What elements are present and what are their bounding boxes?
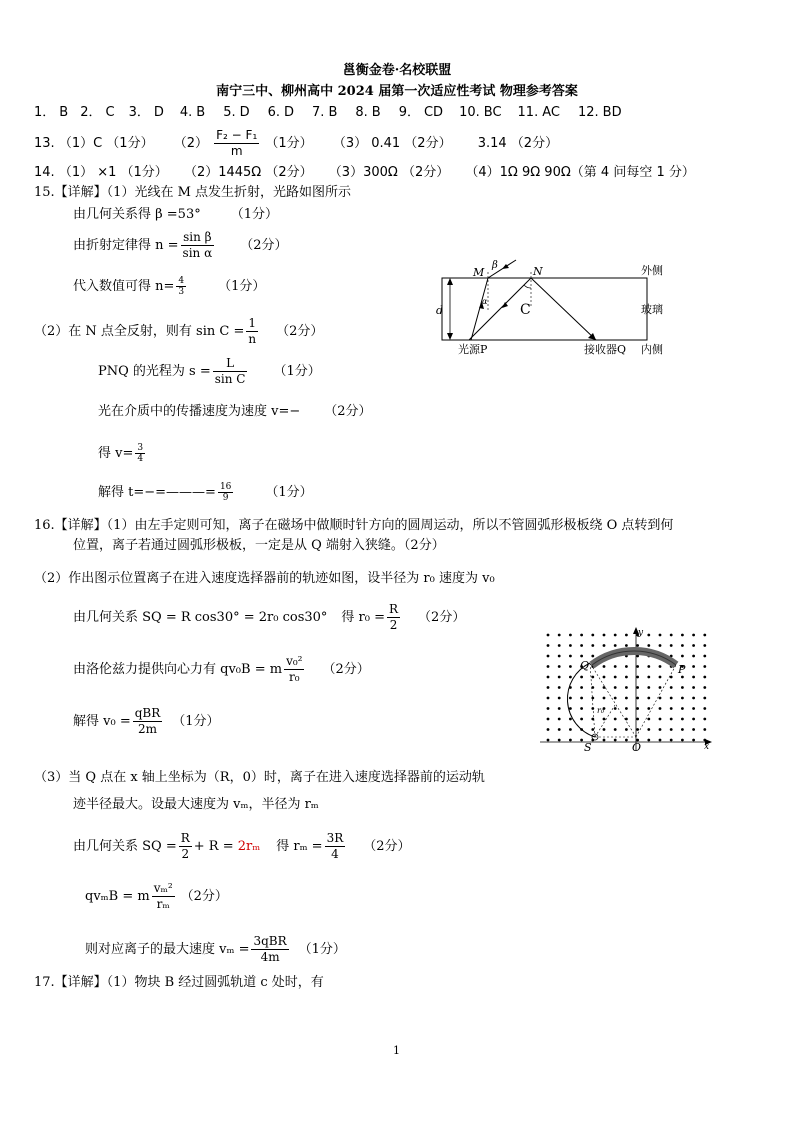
field-dot <box>659 707 662 710</box>
field-dot <box>547 707 550 710</box>
field-dot <box>569 644 572 647</box>
field-dot <box>614 728 617 731</box>
field-dot <box>625 686 628 689</box>
field-dot <box>558 655 561 658</box>
field-dot <box>703 634 706 637</box>
field-dot <box>636 686 639 689</box>
field-dot <box>647 644 650 647</box>
q13-p3: （3） 0.41 （2分） <box>332 136 452 151</box>
field-dot <box>558 697 561 700</box>
field-dot <box>614 718 617 721</box>
q16-p3a: （3）当 Q 点在 x 轴上坐标为（R，0）时，离子在进入速度选择器前的运动轨 <box>34 770 485 785</box>
field-dot <box>547 676 550 679</box>
field-dot <box>603 686 606 689</box>
label-S: S <box>584 741 592 753</box>
q15-line8: 解得 t=−=———= $\frac{16}{9}$ （1分） <box>98 482 313 503</box>
field-dot <box>547 644 550 647</box>
field-dot <box>558 686 561 689</box>
field-dot <box>614 697 617 700</box>
q13-fraction: $\frac{\text{F₂ − F₁}}{m}$ <box>216 128 258 158</box>
field-dot <box>558 644 561 647</box>
q14-p3: （3）300Ω （2分） <box>328 165 450 180</box>
choice-answer: 2． C <box>80 105 115 120</box>
q16-p2: （2）作出图示位置离子在进入速度选择器前的轨迹如图，设半径为 r₀ 速度为 v₀ <box>34 571 495 586</box>
choice-answer: 7. B <box>312 105 338 120</box>
label-y: y <box>638 628 644 638</box>
field-dot <box>558 676 561 679</box>
field-dot <box>580 718 583 721</box>
field-dot <box>547 697 550 700</box>
label-glass: 玻璃 <box>641 303 663 316</box>
label-receiver: 接收器Q <box>584 343 627 356</box>
field-dot <box>636 728 639 731</box>
q15-figure <box>436 258 706 358</box>
choice-answer: 12. BD <box>577 105 622 120</box>
field-dot <box>703 665 706 668</box>
q13 <box>34 128 558 159</box>
choice-answer: 6. D <box>267 105 295 120</box>
field-dot <box>603 676 606 679</box>
field-dot <box>603 718 606 721</box>
q17-head: 17.【详解】（1）物块 B 经过圆弧轨道 c 处时，有 <box>34 975 324 990</box>
field-dot <box>659 739 662 742</box>
choice-answer: 3． D <box>128 105 164 120</box>
q16-line1: 由几何关系 SQ = R cos30° = 2r₀ cos30° 得 r₀ = $\frac{R}{2}$ （2分） <box>73 602 466 632</box>
field-dot <box>692 697 695 700</box>
field-dot <box>614 686 617 689</box>
field-dot <box>703 718 706 721</box>
field-dot <box>659 718 662 721</box>
field-dot <box>547 686 550 689</box>
q16-line4: 由几何关系 SQ = $\frac{R}{2}$ + R = 2rₘ 得 rₘ = $\frac{3R}{4}$ （2分） <box>73 831 411 861</box>
field-dot <box>614 634 617 637</box>
label-alpha: α <box>482 297 488 306</box>
field-dot <box>647 718 650 721</box>
q13-p1: （1）C （1分） <box>58 136 154 151</box>
label-beta: β <box>492 260 498 271</box>
field-dot <box>558 739 561 742</box>
field-dot <box>647 634 650 637</box>
field-dot <box>692 728 695 731</box>
field-dot <box>569 707 572 710</box>
field-dot <box>681 644 684 647</box>
label-x: x <box>704 742 710 752</box>
field-dot <box>659 728 662 731</box>
field-dot <box>569 739 572 742</box>
q13-p2: （2） <box>173 136 209 151</box>
field-dot <box>670 644 673 647</box>
field-dot <box>614 739 617 742</box>
field-dot <box>614 665 617 668</box>
label-Q: Q <box>580 659 590 672</box>
q14 <box>34 165 695 181</box>
page-number: 1 <box>393 1044 400 1057</box>
label-C: C <box>520 302 531 318</box>
field-dot <box>569 697 572 700</box>
field-dot <box>591 676 594 679</box>
field-dot <box>547 718 550 721</box>
q16-head1: 16.【详解】（1）由左手定则可知，离子在磁场中做顺时针方向的圆周运动，所以不管圆弧形极板绕 O 点转到何 <box>34 518 674 533</box>
field-dot <box>636 644 639 647</box>
q14-p2: （2）1445Ω （2分） <box>183 165 313 180</box>
field-dot <box>692 665 695 668</box>
field-dot <box>692 739 695 742</box>
field-dot <box>636 676 639 679</box>
field-dot <box>591 728 594 731</box>
field-dot <box>603 739 606 742</box>
q15-line5: PNQ 的光程为 s = $\frac{L}{\text{sin C}}$ （1分） <box>98 356 321 386</box>
field-dot <box>670 634 673 637</box>
field-dot <box>659 697 662 700</box>
field-dot <box>591 634 594 637</box>
field-dot <box>625 697 628 700</box>
field-dot <box>659 676 662 679</box>
field-dot <box>681 718 684 721</box>
field-dot <box>670 707 673 710</box>
field-dot <box>580 676 583 679</box>
field-dot <box>547 634 550 637</box>
field-dot <box>647 665 650 668</box>
field-dot <box>636 707 639 710</box>
field-dot <box>625 739 628 742</box>
field-dot <box>692 676 695 679</box>
field-dot <box>647 697 650 700</box>
q15-line1: 由几何关系得 β =53° （1分） <box>73 207 278 222</box>
field-dot <box>681 634 684 637</box>
field-dot <box>692 644 695 647</box>
choice-answers <box>34 105 622 121</box>
field-dot <box>681 676 684 679</box>
field-dot <box>625 644 628 647</box>
field-dot <box>670 728 673 731</box>
q15-line2: 由折射定律得 n = $\frac{\text{sin β}}{\text{sin α}}$ （2分） <box>73 230 288 260</box>
field-dot <box>547 655 550 658</box>
q16-line6: 则对应离子的最大速度 vₘ = $\frac{\text{3qBR}}{4m}$ （1分） <box>85 934 346 964</box>
field-dot <box>558 665 561 668</box>
field-dot <box>681 739 684 742</box>
q15-line4: （2）在 N 点全反射，则有 sin C = $\frac{1}{n}$ （2分） <box>34 316 324 346</box>
q15-line3: 代入数值可得 n= $\frac{4}{3}$ （1分） <box>73 276 266 297</box>
field-dot <box>647 739 650 742</box>
q16-line5: qvₘB = m $\frac{\text{vₘ²}}{\text{rₘ}}$ （2分） <box>85 881 228 911</box>
field-dot <box>681 707 684 710</box>
field-dot <box>580 739 583 742</box>
field-dot <box>692 718 695 721</box>
field-dot <box>670 697 673 700</box>
field-dot <box>569 728 572 731</box>
field-dot <box>558 718 561 721</box>
field-dot <box>703 707 706 710</box>
field-dot <box>647 676 650 679</box>
field-dot <box>580 697 583 700</box>
field-dot <box>681 697 684 700</box>
label-inside: 内侧 <box>641 343 663 356</box>
field-dot <box>625 707 628 710</box>
field-dot <box>569 634 572 637</box>
field-dot <box>703 655 706 658</box>
choice-answer: 11. AC <box>517 105 560 120</box>
field-dot <box>603 728 606 731</box>
q13-num: 13. <box>34 136 55 151</box>
q15-line6: 光在介质中的传播速度为速度 v=− （2分） <box>98 404 372 419</box>
field-dot <box>659 665 662 668</box>
field-dot <box>591 655 594 658</box>
field-dot <box>647 686 650 689</box>
field-dot <box>569 665 572 668</box>
label-N: N <box>533 265 543 278</box>
q14-p1: （1） ×1 （1分） <box>58 165 168 180</box>
field-dot <box>591 697 594 700</box>
choice-answer: 8. B <box>355 105 381 120</box>
field-dot <box>547 739 550 742</box>
field-dot <box>636 665 639 668</box>
field-dot <box>647 707 650 710</box>
field-dot <box>580 634 583 637</box>
field-dot <box>636 697 639 700</box>
field-dot <box>670 718 673 721</box>
field-dot <box>659 644 662 647</box>
field-dot <box>547 728 550 731</box>
label-r0: r₀ <box>597 706 605 715</box>
field-dot <box>580 655 583 658</box>
field-dot <box>703 697 706 700</box>
field-dot <box>569 676 572 679</box>
q16-p3b: 迹半径最大。设最大速度为 vₘ，半径为 rₘ <box>73 797 319 812</box>
q14-p4: （4）1Ω 9Ω 90Ω（第 4 问每空 1 分） <box>465 165 695 180</box>
field-dot <box>636 718 639 721</box>
label-P: P <box>678 663 686 676</box>
field-dot <box>681 686 684 689</box>
field-dot <box>625 676 628 679</box>
choice-answer: 10. BC <box>459 105 502 120</box>
field-dot <box>681 655 684 658</box>
choice-answer: 9． CD <box>398 105 444 120</box>
q13-p2-score: （1分） <box>265 136 313 151</box>
field-dot <box>603 665 606 668</box>
field-dot <box>647 728 650 731</box>
field-dot <box>692 707 695 710</box>
field-dot <box>547 665 550 668</box>
field-dot <box>614 644 617 647</box>
field-dot <box>692 655 695 658</box>
q16-head2: 位置，离子若通过圆弧形极板，一定是从 Q 端射入狭缝。（2分） <box>73 538 445 553</box>
field-dot <box>603 634 606 637</box>
field-dot <box>670 739 673 742</box>
field-dot <box>703 676 706 679</box>
field-dot <box>591 644 594 647</box>
field-dot <box>580 707 583 710</box>
q14-num: 14. <box>34 165 55 180</box>
field-dot <box>603 697 606 700</box>
field-dot <box>659 686 662 689</box>
label-M: M <box>473 266 485 279</box>
choice-answer: 1． B <box>34 105 69 120</box>
choice-answer: 5. D <box>223 105 250 120</box>
field-dot <box>580 644 583 647</box>
field-dot <box>625 634 628 637</box>
label-d: d <box>436 304 444 317</box>
brand-title: 邕衡金卷·名校联盟 <box>342 63 452 78</box>
field-dot <box>659 634 662 637</box>
field-dot <box>603 644 606 647</box>
field-dot <box>558 634 561 637</box>
field-dot <box>580 686 583 689</box>
field-dot <box>692 634 695 637</box>
field-dot <box>625 665 628 668</box>
field-dot <box>614 676 617 679</box>
field-dot <box>703 728 706 731</box>
field-dot <box>614 707 617 710</box>
field-dot <box>569 655 572 658</box>
field-dot <box>569 718 572 721</box>
label-outside: 外侧 <box>641 264 663 277</box>
q16-line3: 解得 v₀ = $\frac{\text{qBR}}{2m}$ （1分） <box>73 706 220 736</box>
field-dot <box>703 644 706 647</box>
field-dot <box>692 686 695 689</box>
field-dot <box>558 707 561 710</box>
q16-line2: 由洛伦兹力提供向心力有 qv₀B = m $\frac{\text{v₀²}}{\text{r₀}}$ （2分） <box>73 654 370 684</box>
field-dot <box>558 728 561 731</box>
field-dot <box>670 686 673 689</box>
field-dot <box>681 728 684 731</box>
page-title: 南宁三中、柳州高中 2024 届第一次适应性考试 物理参考答案 <box>216 84 578 99</box>
label-O: O <box>632 741 642 753</box>
label-source: 光源P <box>458 343 488 356</box>
field-dot <box>625 728 628 731</box>
q15-line7: 得 v= $\frac{3}{4}$ <box>98 443 144 464</box>
q13-p4: 3.14 （2分） <box>477 136 559 151</box>
q16-figure <box>540 625 715 753</box>
q15-head: 15.【详解】（1）光线在 M 点发生折射，光路如图所示 <box>34 185 352 200</box>
field-dot <box>703 686 706 689</box>
choice-answer: 4. B <box>179 105 206 120</box>
